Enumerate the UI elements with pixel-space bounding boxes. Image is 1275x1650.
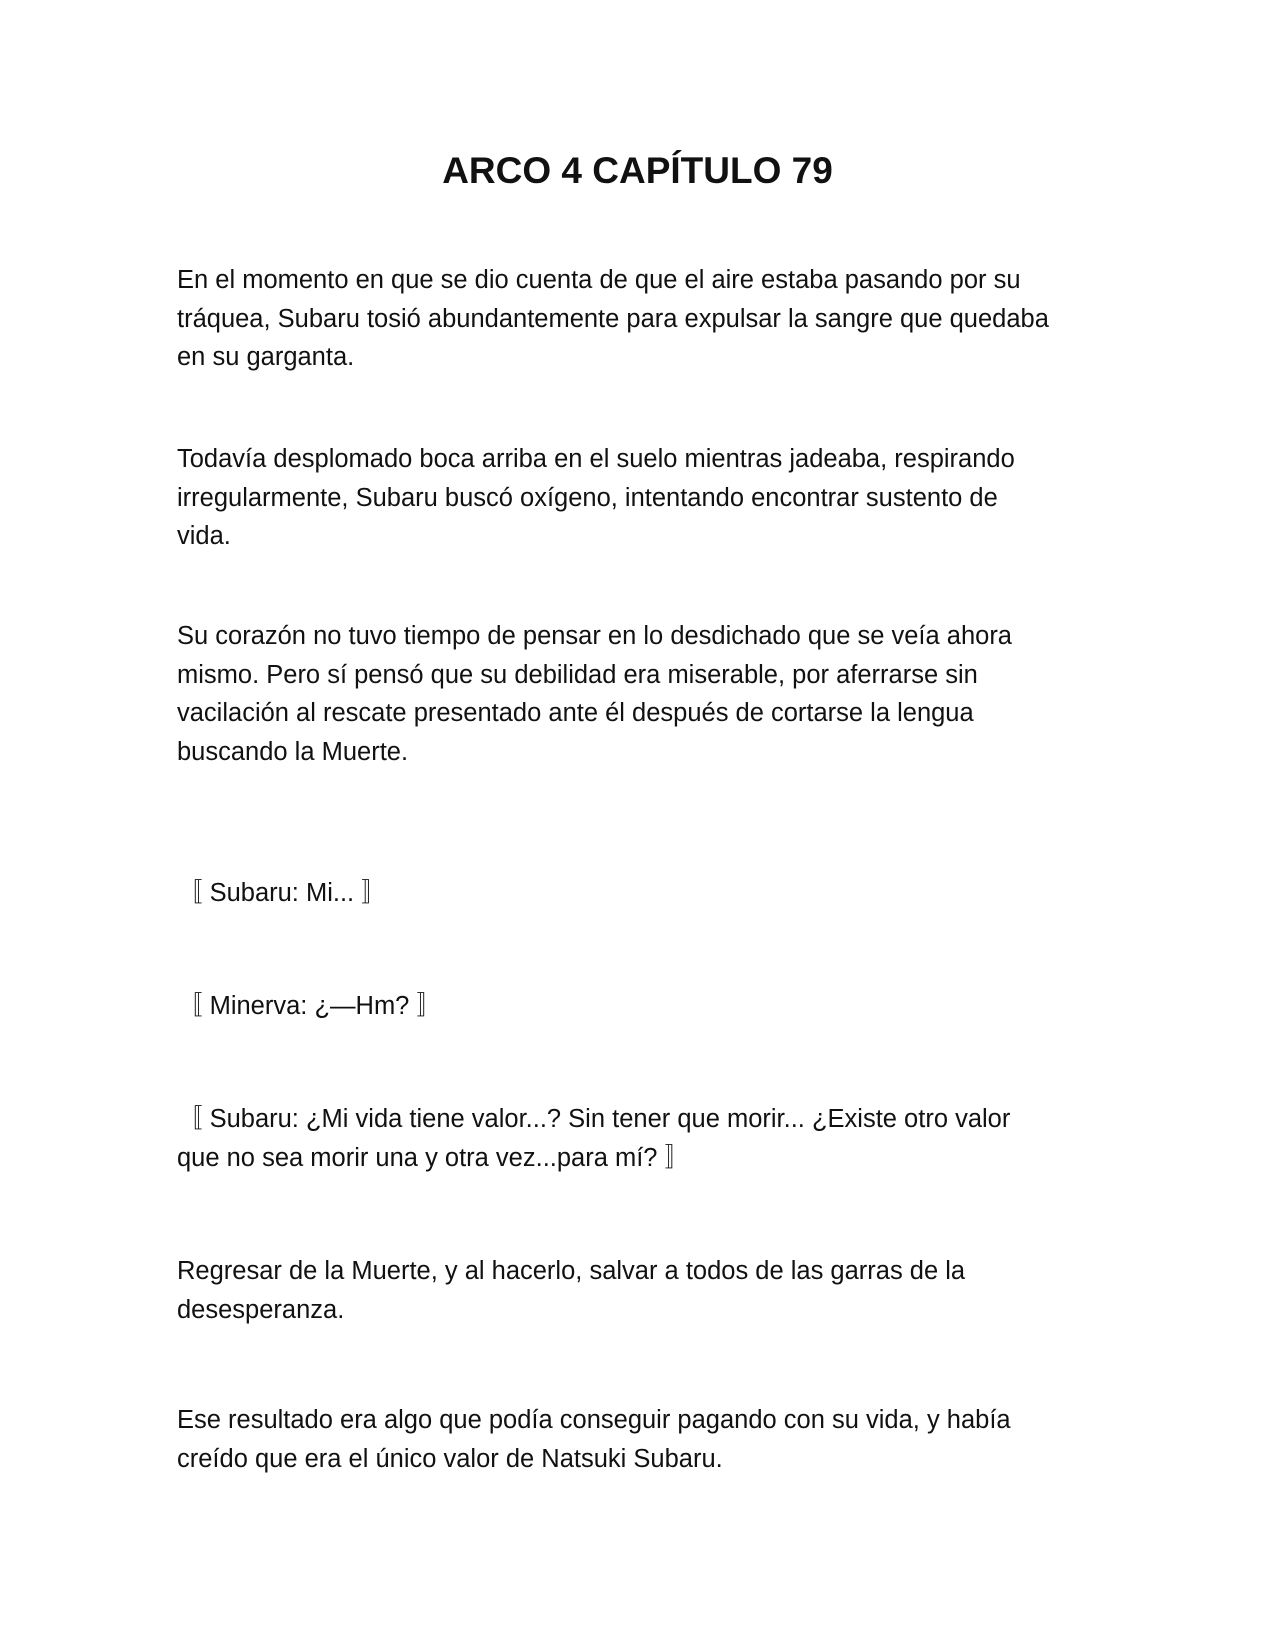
paragraph-7 <box>177 1252 1097 1329</box>
chapter-title: ARCO 4 CAPÍTULO 79 <box>442 150 833 191</box>
paragraph-line: 〚 Minerva: ¿—Hm? 〛 <box>177 992 442 1020</box>
paragraph-line: en su garganta. <box>177 343 355 371</box>
paragraph-1 <box>177 261 1097 377</box>
paragraph-line: irregularmente, Subaru buscó oxígeno, intentando encontrar sustento de <box>177 483 998 512</box>
dialogue-subaru-2 <box>177 1100 1097 1177</box>
paragraph-line: que no sea morir una y otra vez...para mí? 〛 <box>177 1143 691 1172</box>
paragraph-line: creído que era el único valor de Natsuki Subaru. <box>177 1444 723 1473</box>
paragraph-line: 〚 Subaru: ¿Mi vida tiene valor...? Sin tener que morir... ¿Existe otro valor <box>177 1105 1011 1133</box>
paragraph-line: 〚 Subaru: Mi... 〛 <box>177 879 387 907</box>
paragraph-line: mismo. Pero sí pensó que su debilidad era miserable, por aferrarse sin <box>177 660 978 689</box>
paragraph-8 <box>177 1401 1097 1478</box>
paragraph-line: tráquea, Subaru tosió abundantemente para expulsar la sangre que quedaba <box>177 304 1049 333</box>
paragraph-2 <box>177 440 1097 556</box>
paragraph-line: desesperanza. <box>177 1295 345 1324</box>
paragraph-line: buscando la Muerte. <box>177 737 409 766</box>
paragraph-line: En el momento en que se dio cuenta de que el aire estaba pasando por su <box>177 266 1021 294</box>
paragraph-line: Ese resultado era algo que podía conseguir pagando con su vida, y había <box>177 1406 1011 1434</box>
paragraph-line: vacilación al rescate presentado ante él después de cortarse la lengua <box>177 699 974 727</box>
paragraph-line: Su corazón no tuvo tiempo de pensar en lo desdichado que se veía ahora <box>177 622 1012 650</box>
paragraph-line: Regresar de la Muerte, y al hacerlo, salvar a todos de las garras de la <box>177 1257 966 1285</box>
paragraph-line: Todavía desplomado boca arriba en el suelo mientras jadeaba, respirando <box>177 445 1015 473</box>
dialogue-minerva <box>177 987 1097 1026</box>
paragraph-3 <box>177 617 1097 771</box>
paragraph-line: vida. <box>177 522 231 550</box>
dialogue-subaru-1 <box>177 874 1097 913</box>
